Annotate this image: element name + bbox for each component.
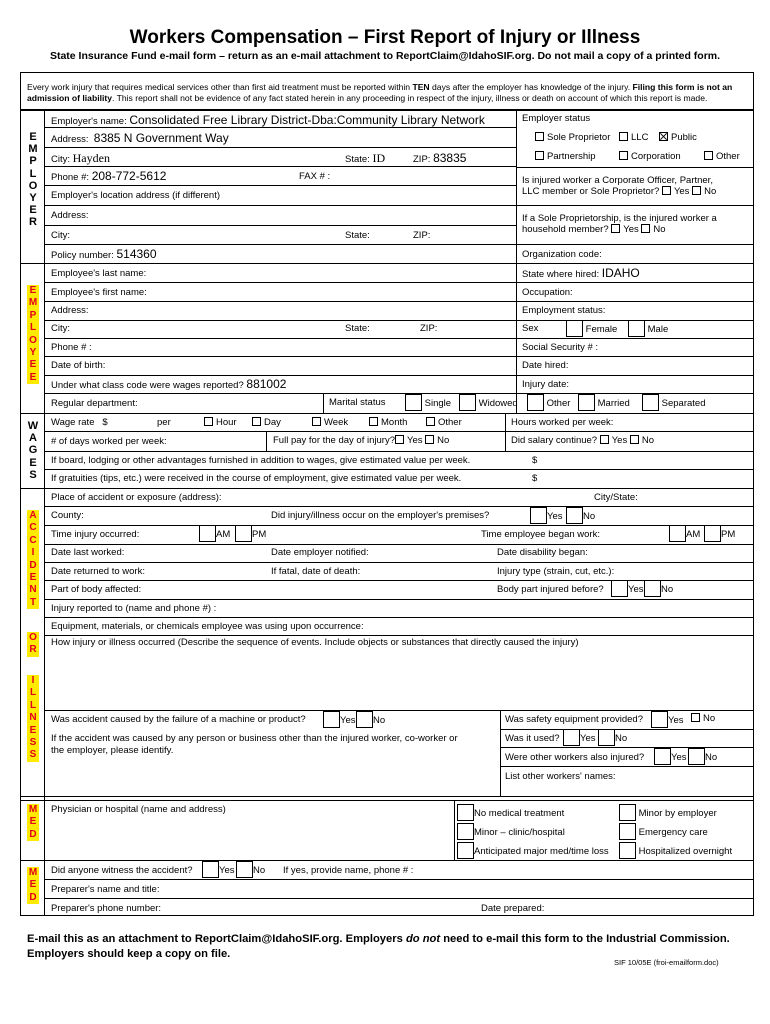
section-employee-label: E M P L O Y E E [28,285,38,383]
marital-widowed[interactable]: Widowed [459,394,518,411]
full-pay-yes-checkbox[interactable] [395,435,404,444]
witness-details-field[interactable]: If yes, provide name, phone # : [283,865,414,876]
date-returned-field[interactable]: Date returned to work: [51,566,145,577]
officer-question-2: LLC member or Sole Proprietor? Yes No [522,186,717,197]
time-began-field[interactable]: Time employee began work: [481,529,600,540]
body-part-yes-option[interactable]: Yes [611,580,644,597]
date-notified-field[interactable]: Date employer notified: [271,547,369,558]
time-occurred-field[interactable]: Time injury occurred: [51,529,140,540]
employer-address-field[interactable]: Address: 8385 N Government Way [51,131,229,145]
witness-yes-option[interactable]: Yes [202,861,235,878]
employer-zip2-field[interactable]: ZIP: [413,230,431,241]
wage-per-label: per [157,417,171,428]
per-day-option[interactable]: Day [252,417,281,428]
time-occurred-pm-option[interactable]: PM [235,525,266,542]
accident-city-state-field[interactable]: City/State: [594,492,638,503]
employer-status-label: Employer status [522,113,591,124]
other-workers-names-field[interactable]: List other workers' names: [505,771,616,782]
date-last-worked-field[interactable]: Date last worked: [51,547,125,558]
marital-single[interactable]: Single [405,394,451,411]
used-no-option[interactable]: No [598,729,627,746]
med-major-option[interactable]: Anticipated major med/time loss [457,842,609,859]
injury-date-field[interactable]: Injury date: [522,379,569,390]
premises-yes-option[interactable]: Yes [530,507,563,524]
employer-fax-field[interactable]: FAX # : [299,171,331,182]
employee-last-name-field[interactable]: Employee's last name: [51,268,147,279]
equipment-field[interactable]: Equipment, materials, or chemicals employee was using upon occurrence: [51,621,364,632]
date-hired-field[interactable]: Date hired: [522,360,569,371]
sex-female-option[interactable]: Female [566,320,617,337]
injury-type-field[interactable]: Injury type (strain, cut, etc.): [497,566,615,577]
preparer-name-field[interactable]: Preparer's name and title: [51,884,160,895]
section-accident-label: A C C I D E N T [27,510,39,609]
section-med2-label: M E D [28,867,38,903]
salary-no-checkbox[interactable] [630,435,639,444]
state-hired-field[interactable]: State where hired: IDAHO [522,266,640,280]
board-dollar-label: $ [532,455,538,466]
section-illness-label: I L L N E S S [27,675,39,762]
employer-location-label: Employer's location address (if different) [51,190,221,201]
other-workers-no-option[interactable]: No [688,748,717,765]
per-other-option[interactable]: Other [426,417,462,428]
med-no-treatment-option[interactable]: No medical treatment [457,804,564,821]
class-code-field[interactable]: Under what class code were wages reported? 881002 [51,377,287,391]
full-pay-question: Full pay for the day of injury? Yes No [273,435,450,446]
body-part-question: Body part injured before? [497,584,604,595]
safety-equipment-question: Was safety equipment provided? [505,714,644,725]
employer-city2-field[interactable]: City: [51,230,70,241]
section-or-label: O R [27,632,39,657]
employer-phone-field[interactable]: Phone #: 208-772-5612 [51,169,167,183]
employer-name-field[interactable]: Employer's name: Consolidated Free Library District-Dba:Community Library Network [51,113,485,127]
footer-instructions: E-mail this as an attachment to ReportClaim@IdahoSIF.org. Employers do not need to e-mail this form to the Industrial Commission. Employers should keep a copy on file. [27,933,730,960]
per-week-option[interactable]: Week [312,417,348,428]
page-title: Workers Compensation – First Report of Injury or Illness [129,27,641,48]
page-subtitle: State Insurance Fund e-mail form – return as an e-mail attachment to ReportClaim@IdahoSIF.org. Do not mail a copy of a printed form. [49,50,721,62]
occupation-field[interactable]: Occupation: [522,287,573,298]
employer-zip-field[interactable]: ZIP: 83835 [413,151,467,165]
other-person-question: If the accident was caused by any person or business other than the injured worker, co-worker or [51,733,458,744]
marital-other[interactable]: Other [527,394,570,411]
med-minor-employer-option[interactable]: Minor by employer [619,804,717,821]
body-part-field[interactable]: Part of body affected: [51,584,142,595]
status-sole-proprietor[interactable]: Sole Proprietor [535,132,610,143]
marital-separated[interactable]: Separated [642,394,705,411]
form-code: SIF 10/05E (froi-emailform.doc) [614,958,719,967]
safety-no-option[interactable]: No [691,713,715,724]
full-pay-no-checkbox[interactable] [425,435,434,444]
household-no-checkbox[interactable] [641,224,650,233]
per-month-option[interactable]: Month [369,417,407,428]
employer-state2-field[interactable]: State: [345,230,370,241]
marital-married[interactable]: Married [578,394,630,411]
section-employer-label: E M P L O Y E R [28,131,38,229]
org-code-field[interactable]: Organization code: [522,249,602,260]
status-other[interactable]: Other [704,151,740,162]
hours-per-week-field[interactable]: Hours worked per week: [511,417,614,428]
employer-state-field[interactable]: State: ID [345,151,386,165]
accident-place-field[interactable]: Place of accident or exposure (address): [51,492,222,503]
intro-notice: Every work injury that requires medical services other than first aid treatment must be reported within TEN days after the employer has knowledge of the injury. Filing this form is not an admission of liability. This report shall not be evidence of any fact stated herein in any proceeding in respect of the injury, illness or death on account of which this report is made. [20,72,754,110]
employee-dob-field[interactable]: Date of birth: [51,360,106,371]
ssn-field[interactable]: Social Security # : [522,342,599,353]
safety-yes-option[interactable]: Yes [651,711,684,728]
employer-city-field[interactable]: City: Hayden [51,151,110,165]
used-yes-option[interactable]: Yes [563,729,596,746]
employee-address-field[interactable]: Address: [51,305,89,316]
status-corporation[interactable]: Corporation [619,151,681,162]
physician-field[interactable]: Physician or hospital (name and address) [51,804,226,815]
officer-yes-checkbox[interactable] [662,186,671,195]
salary-continue-question: Did salary continue? Yes No [511,435,655,446]
premises-no-option[interactable]: No [566,507,595,524]
per-hour-option[interactable]: Hour [204,417,237,428]
section-med-label: M E D [28,804,38,840]
employee-phone-field[interactable]: Phone # : [51,342,92,353]
sex-male-option[interactable]: Male [628,320,668,337]
sex-label: Sex [522,323,539,334]
board-lodging-field[interactable]: If board, lodging or other advantages furnished in addition to wages, give estimated value per week. [51,455,471,466]
days-per-week-field[interactable]: # of days worked per week: [51,436,167,447]
med-emergency-option[interactable]: Emergency care [619,823,708,840]
witness-question: Did anyone witness the accident? [51,865,193,876]
county-field[interactable]: County: [51,510,84,521]
household-yes-checkbox[interactable] [611,224,620,233]
body-part-no-option[interactable]: No [644,580,673,597]
injury-reported-to-field[interactable]: Injury reported to (name and phone #) : [51,603,217,614]
time-began-am-option[interactable]: AM [669,525,700,542]
time-occurred-am-option[interactable]: AM [199,525,230,542]
marital-status-label: Marital status [329,397,386,408]
regular-department-field[interactable]: Regular department: [51,398,138,409]
time-began-pm-option[interactable]: PM [704,525,735,542]
other-workers-yes-option[interactable]: Yes [654,748,687,765]
employment-status-field[interactable]: Employment status: [522,305,606,316]
used-question: Was it used? [505,733,560,744]
status-partnership[interactable]: Partnership [535,151,596,162]
other-workers-question: Were other workers also injured? [505,752,645,763]
date-disability-field[interactable]: Date disability began: [497,547,588,558]
employee-state-field[interactable]: State: [345,323,370,334]
gratuities-field[interactable]: If gratuities (tips, etc.) were received in the course of employment, give estimated value per week. [51,473,462,484]
premises-question: Did injury/illness occur on the employer's premises? [271,510,490,521]
fatal-date-field[interactable]: If fatal, date of death: [271,566,361,577]
section-wages-label: W A G E S [27,420,39,481]
household-question: If a Sole Proprietorship, is the injured worker a [522,213,717,224]
witness-no-option[interactable]: No [236,861,265,878]
med-minor-clinic-option[interactable]: Minor – clinic/hospital [457,823,565,840]
machine-no-option[interactable]: No [356,711,385,728]
gratuities-dollar-label: $ [532,473,538,484]
status-public[interactable]: Public [659,132,697,143]
machine-question: Was accident caused by the failure of a machine or product? [51,714,306,725]
policy-number-field[interactable]: Policy number: 514360 [51,247,157,261]
officer-no-checkbox[interactable] [692,186,701,195]
wage-rate-field[interactable]: Wage rate $ [51,417,108,428]
date-prepared-field[interactable]: Date prepared: [481,903,545,914]
salary-yes-checkbox[interactable] [600,435,609,444]
officer-question: Is injured worker a Corporate Officer, Partner, [522,175,713,186]
how-occurred-field[interactable]: How injury or illness occurred (Describe the sequence of events. Include objects or substances that directly caused the injury) [51,637,579,648]
machine-yes-option[interactable]: Yes [323,711,356,728]
status-llc[interactable]: LLC [619,132,648,143]
employer-address2-field[interactable]: Address: [51,210,89,221]
preparer-phone-field[interactable]: Preparer's phone number: [51,903,162,914]
other-person-question-2: the employer, please identify. [51,745,174,756]
household-question-2: household member? Yes No [522,224,666,235]
employee-first-name-field[interactable]: Employee's first name: [51,287,147,298]
employee-zip-field[interactable]: ZIP: [420,323,438,334]
med-hospitalized-option[interactable]: Hospitalized overnight [619,842,732,859]
employee-city-field[interactable]: City: [51,323,70,334]
